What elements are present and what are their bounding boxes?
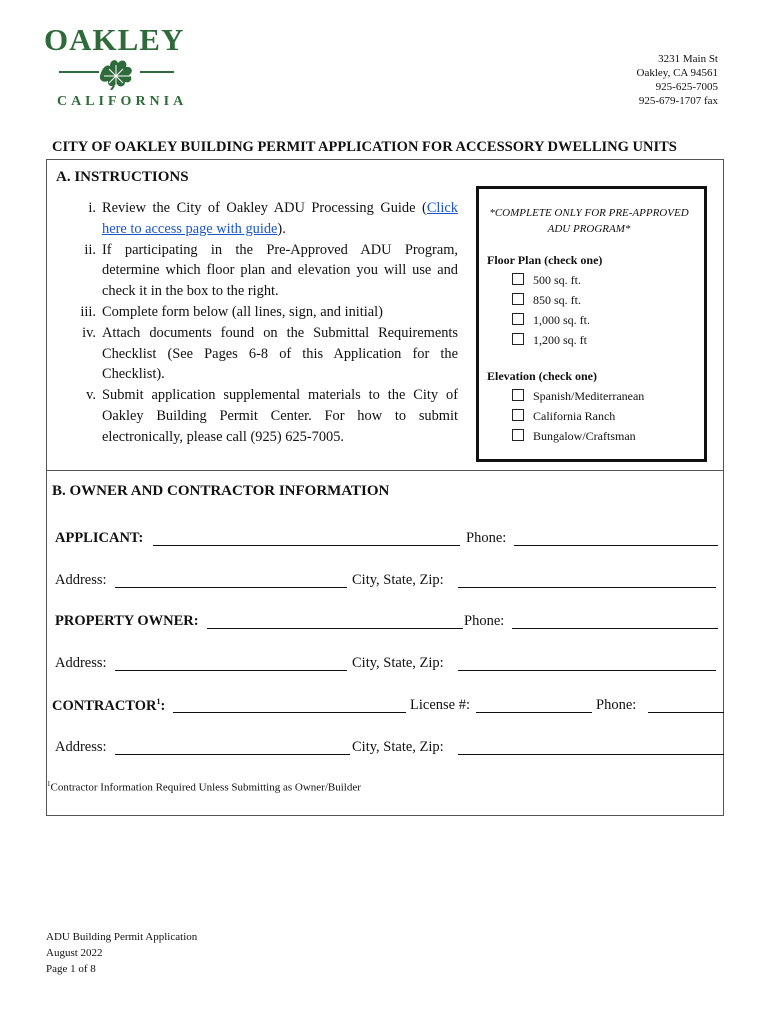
license-label: License #: xyxy=(410,697,470,713)
section-a-heading: A. INSTRUCTIONS xyxy=(56,169,189,185)
footnote-number: 1 xyxy=(47,780,51,788)
checkbox[interactable] xyxy=(512,333,524,345)
applicant-csz-label: City, State, Zip: xyxy=(352,572,444,588)
oakley-logo xyxy=(44,24,194,114)
contractor-field[interactable] xyxy=(173,712,406,713)
option-label: 1,200 sq. ft xyxy=(533,333,587,347)
footer-page-number: Page 1 of 8 xyxy=(46,963,96,975)
applicant-csz-field[interactable] xyxy=(458,587,716,588)
floor-plan-option[interactable] xyxy=(512,333,587,347)
logo-rule-left xyxy=(59,71,99,73)
contractor-phone-field[interactable] xyxy=(648,712,724,713)
floor-plan-heading: Floor Plan (check one) xyxy=(487,253,603,267)
owner-address-field[interactable] xyxy=(115,670,347,671)
footer-doc-name: ADU Building Permit Application xyxy=(46,931,198,943)
logo-rule-right xyxy=(140,71,174,73)
pre-approved-note: *COMPLETE ONLY FOR PRE-APPROVED ADU PROGRAM* xyxy=(489,207,689,235)
checkbox[interactable] xyxy=(512,429,524,441)
elevation-option[interactable] xyxy=(512,409,615,423)
page-title: CITY OF OAKLEY BUILDING PERMIT APPLICATION FOR ACCESSORY DWELLING UNITS xyxy=(52,139,677,155)
contractor-csz-field[interactable] xyxy=(458,754,724,755)
item-text: Complete form below (all lines, sign, and initial) xyxy=(102,303,383,320)
item-text: Submit application supplemental materials to the City of Oakley Building Permit Center. For how to submit electronically, please call (925) 625-7005. xyxy=(102,387,458,445)
floor-plan-option[interactable] xyxy=(512,273,581,287)
contractor-address-label: Address: xyxy=(55,739,107,755)
guide-link[interactable]: Click here to access page with guide xyxy=(102,200,458,237)
address-line: Oakley, CA 94561 xyxy=(636,67,718,79)
option-label: 1,000 sq. ft. xyxy=(533,313,590,327)
address-phone: 925-625-7005 xyxy=(655,81,718,93)
contractor-address-field[interactable] xyxy=(115,754,350,755)
checkbox[interactable] xyxy=(512,409,524,421)
option-label: 500 sq. ft. xyxy=(533,273,581,287)
footnote-marker: 1 xyxy=(156,697,161,706)
checkbox[interactable] xyxy=(512,273,524,285)
contractor-label xyxy=(52,697,165,715)
list-item xyxy=(60,240,458,302)
property-owner-label: PROPERTY OWNER: xyxy=(55,613,199,629)
contractor-colon: : xyxy=(160,697,166,714)
owner-csz-field[interactable] xyxy=(458,670,716,671)
address-fax: 925-679-1707 fax xyxy=(638,95,718,107)
owner-csz-label: City, State, Zip: xyxy=(352,655,444,671)
item-number: i. xyxy=(88,200,96,216)
applicant-phone-label: Phone: xyxy=(466,530,507,546)
elevation-option[interactable] xyxy=(512,389,644,403)
owner-address-label: Address: xyxy=(55,655,107,671)
license-field[interactable] xyxy=(476,712,592,713)
applicant-address-label: Address: xyxy=(55,572,107,588)
owner-phone-field[interactable] xyxy=(512,628,718,629)
elevation-heading: Elevation (check one) xyxy=(487,369,597,383)
applicant-phone-field[interactable] xyxy=(514,545,718,546)
applicant-address-field[interactable] xyxy=(115,587,347,588)
option-label: California Ranch xyxy=(533,409,616,423)
list-item xyxy=(60,323,458,385)
option-label: Bungalow/Craftsman xyxy=(533,429,636,443)
floor-plan-option[interactable] xyxy=(512,293,581,307)
item-number: v. xyxy=(86,387,96,404)
item-text: ). xyxy=(277,220,286,237)
applicant-label: APPLICANT: xyxy=(55,530,144,546)
list-item xyxy=(60,302,458,323)
property-owner-field[interactable] xyxy=(207,628,463,629)
option-label: 850 sq. ft. xyxy=(533,293,581,307)
contractor-label-text: CONTRACTOR xyxy=(52,697,157,714)
checkbox[interactable] xyxy=(512,389,524,401)
logo-state: CALIFORNIA xyxy=(57,94,188,109)
owner-phone-label: Phone: xyxy=(464,613,505,629)
page-footer xyxy=(46,929,197,977)
section-b-heading: B. OWNER AND CONTRACTOR INFORMATION xyxy=(52,483,390,499)
instructions-list xyxy=(60,198,458,448)
address-line: 3231 Main St xyxy=(658,53,718,65)
checkbox[interactable] xyxy=(512,293,524,305)
contractor-footnote xyxy=(47,780,361,794)
elevation-option[interactable] xyxy=(512,429,636,443)
list-item xyxy=(60,198,458,240)
contractor-phone-label: Phone: xyxy=(596,697,637,713)
item-number: ii. xyxy=(84,241,96,258)
footnote-text: Contractor Information Required Unless Submitting as Owner/Builder xyxy=(50,781,361,794)
section-b-box xyxy=(46,471,724,816)
contractor-csz-label: City, State, Zip: xyxy=(352,739,444,755)
checkbox[interactable] xyxy=(512,313,524,325)
applicant-field[interactable] xyxy=(153,545,460,546)
city-address xyxy=(637,52,718,108)
oak-leaf-icon xyxy=(94,56,138,90)
item-text: Attach documents found on the Submittal Requirements Checklist (See Pages 6-8 of this Application for the Checklist). xyxy=(102,324,458,383)
logo-wordmark: OAKLEY xyxy=(44,22,185,57)
floor-plan-option[interactable] xyxy=(512,313,590,327)
list-item xyxy=(60,385,458,447)
option-label: Spanish/Mediterranean xyxy=(533,389,645,403)
item-text: Review the City of Oakley ADU Processing Guide ( xyxy=(102,200,427,216)
footer-date: August 2022 xyxy=(46,947,103,959)
item-number: iv. xyxy=(82,324,96,341)
item-number: iii. xyxy=(80,303,96,320)
item-text: If participating in the Pre-Approved ADU Program, determine which floor plan and elevation you will use and check it in the box to the right. xyxy=(102,241,458,300)
